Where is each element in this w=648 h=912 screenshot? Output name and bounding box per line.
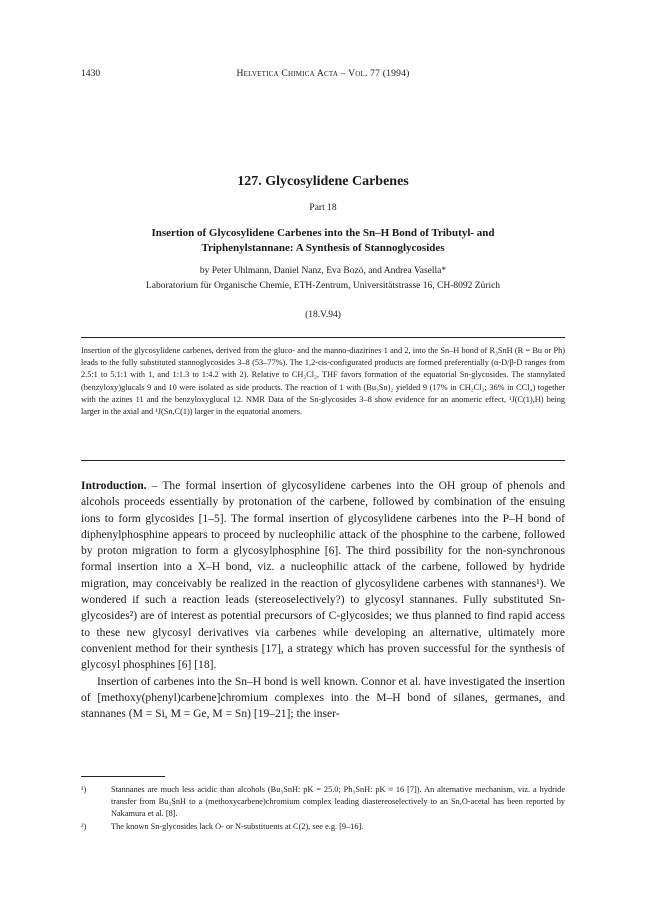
journal-page [81,0,565,912]
footnote-rule [81,776,165,777]
abstract-text: Insertion of the glycosylidene carbenes, derived from the gluco- and the manno-diazirines 1 and 2, into the Sn–H bond of R₃SnH (R = Bu or Ph) leads to the fully substituted stannoglycosides 3–8 (53–77%). The 1,2-cis-configurated products are formed preferentially (α-D/β-D ranges from 2.5:1 to 5.1:1 with 1, and 1:1.3 to 1:4.2 with 2). Relative to CH₂Cl₂, THF favors formation of the equatorial Sn-glycosides. The stannylated (benzyloxy)glucals 9 and 10 were isolated as side products. The reaction of 1 with (Bu₃Sn)₂ yielded 9 (17% in CH₂Cl₂; 36% in CCl₄) together with the azines 11 and the benzyloxyglucal 12. NMR Data of the Sn-glycosides 3–8 show evidence for an anomeric effect, ¹J(C(1),H) being larger in the axial and ¹J(Sn,C(1)) larger in the equatorial anomers. [81,346,565,417]
section-heading: Introduction. [81,480,147,492]
author-list: by Peter Uhlmann, Daniel Nanz, Eva Bozó, and Andrea Vasella* [199,266,447,276]
article-subtitle: Insertion of Glycosylidene Carbenes into the Sn–H Bond of Tributyl- and Triphenylstannane: A Synthesis of Stannoglycosides [151,227,495,254]
intro-paragraph [81,478,565,674]
journal-title: Helvetica Chimica Acta – Vol. 77 (1994) [236,68,410,79]
received-date: (18.V.94) [305,310,341,320]
article-title: 127. Glycosylidene Carbenes [237,174,409,189]
body-paragraph: Insertion of carbenes into the Sn–H bond is well known. Connor et al. have investigated the insertion of [methoxy(phenyl)carbene]chromium complexes into the M–H bond of silanes, germanes, and stannanes (M = Si, M = Ge, M = Sn) [19–21]; the inser- [81,675,565,721]
abstract-bottom-rule [81,460,565,461]
running-head [81,68,565,82]
footnotes [81,784,565,835]
affiliation: Laboratorium für Organische Chemie, ETH-Zentrum, Universitätstrasse 16, CH-8092 Zürich [145,281,501,291]
footnote-mark: ²) [81,822,87,832]
article-body [81,478,565,722]
footnote-mark: ¹) [81,785,87,794]
abstract-top-rule [81,337,565,338]
abstract [81,345,565,418]
footnote-text: The known Sn-glycosides lack O- or N-substituents at C(2), see e.g. [9–16]. [111,822,364,832]
paragraph-text: – The formal insertion of glycosylidene carbenes into the OH group of phenols and alcohols proceeds essentially by protonation of the carbene, followed by combination of the ensuing ions to form glycosides [1–5]. The formal insertion of glycosylidene carbenes into the P–H bond of diphenylphosphine appears to proceed by nucleophilic attack of the phosphine to the carbene, followed by proton migration to form a glycosylphosphine [6]. The third possibility for the non-synchronous formal insertion into a X–H bond, viz. a nucleophilic attack of the carbene, followed by hydride migration, may conceivably be realized in the reaction of glycosylidene carbenes with stannanes¹). We wondered if such a reaction leads (stereoselectively?) to glycosyl stannanes. Fully substituted Sn-glycosides²) are of interest as potential precursors of C-glycosides; we thus planned to find rapid access to these new glycosyl derivatives via carbenes while developing an alternative, ultimately more convenient method for their synthesis [17], a strategy which has proven successful for the synthesis of glycosyl phosphines [6] [18]. [81,480,565,672]
footnote [81,784,565,819]
article-part: Part 18 [309,203,337,213]
footnote-text: Stannanes are much less acidic than alcohols (Bu₃SnH: pK = 25.0; Ph₃SnH: pK ≈ 16 [7]). An alternative mechanism, viz. a hydride transfer from Bu₃SnH to a (methoxycarbene)chromium complex leading diastereoselectively to an Sn,O-acetal has been reported by Nakamura et al. [8]. [111,785,565,818]
page-number: 1430 [81,68,101,79]
footnote [81,821,565,833]
